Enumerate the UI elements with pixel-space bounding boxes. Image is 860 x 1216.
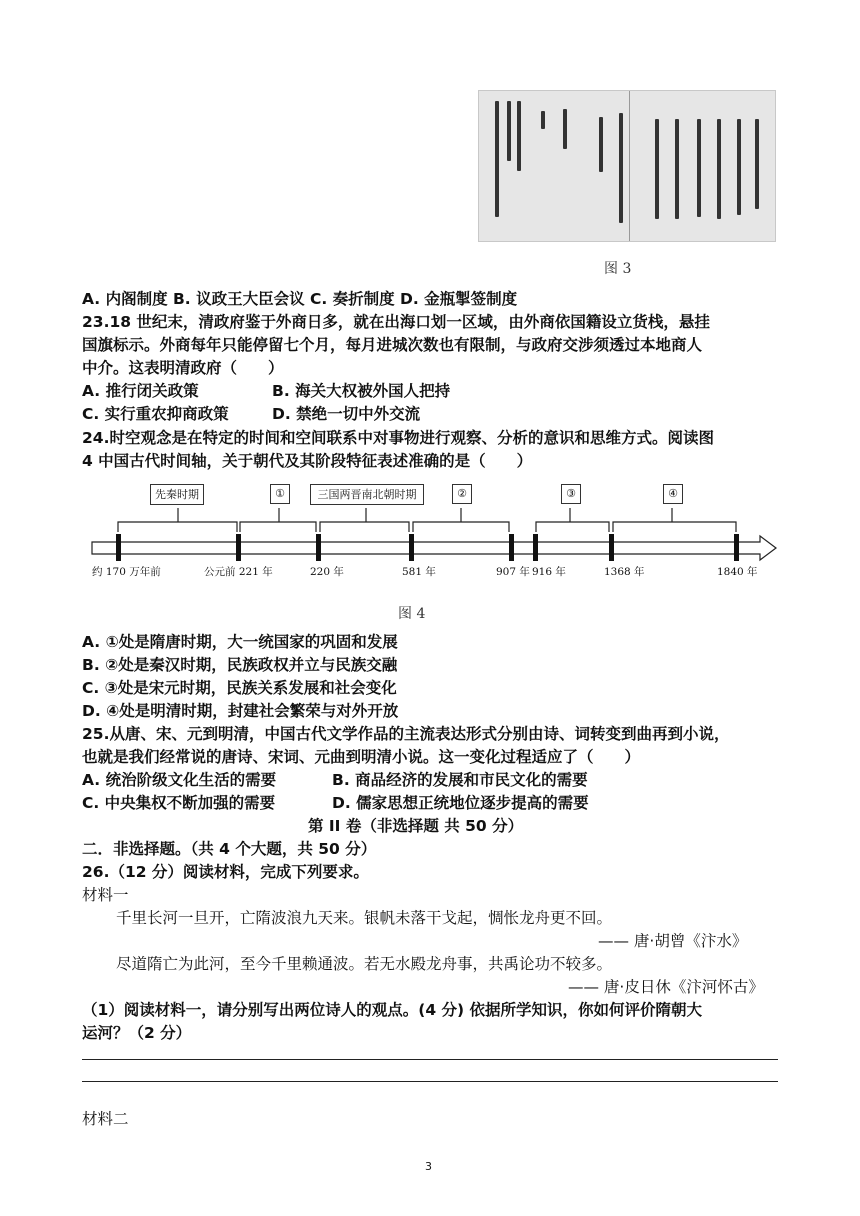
figure-4-caption: 图 4 [398, 606, 426, 622]
poem-1-source: —— 唐·胡曾《汴水》 [598, 932, 748, 950]
q25-option-b: B. 商品经济的发展和市民文化的需要 [332, 771, 588, 789]
q23-stem-2: 国旗标示。外商每年只能停留七个月，每月进城次数也有限制，与政府交涉须透过本地商人 [82, 336, 703, 354]
poem-2-source: —— 唐·皮日休《汴河怀古》 [568, 978, 764, 996]
page-number: 3 [425, 1160, 432, 1173]
tick-label: 1840 年 [717, 566, 758, 578]
bracket-2 [413, 508, 509, 532]
q25-option-a: A. 统治阶级文化生活的需要 [82, 771, 277, 789]
q24-option-c: C. ③处是宋元时期，民族关系发展和社会变化 [82, 679, 397, 697]
tick-mark [609, 534, 614, 561]
q25-option-d: D. 儒家思想正统地位逐步提高的需要 [332, 794, 589, 812]
tick-label: 581 年 [402, 566, 436, 578]
q23-option-b: B. 海关大权被外国人把持 [272, 382, 451, 400]
tick-label: 约 170 万年前 [92, 566, 161, 578]
q26-question-1-line-2: 运河？（2 分） [82, 1024, 192, 1042]
tick-mark [533, 534, 538, 561]
figure-3-document-image [478, 90, 776, 242]
tick-mark [734, 534, 739, 561]
q24-option-d: D. ④处是明清时期，封建社会繁荣与对外开放 [82, 702, 399, 720]
period-label-3: ③ [561, 484, 581, 504]
period-label-pre-qin: 先秦时期 [150, 484, 204, 505]
tick-label: 220 年 [310, 566, 344, 578]
material-1-label: 材料一 [82, 886, 129, 904]
q25-stem-1: 25.从唐、宋、元到明清，中国古代文学作品的主流表达形式分别由诗、词转变到曲再到小说， [82, 725, 730, 743]
poem-1: 千里长河一旦开，亡隋波浪九天来。银帆未落干戈起，惆怅龙舟更不回。 [116, 909, 613, 927]
bracket-4 [613, 508, 736, 532]
q23-option-d: D. 禁绝一切中外交流 [272, 405, 421, 423]
q24-option-b: B. ②处是秦汉时期，民族政权并立与民族交融 [82, 656, 398, 674]
tick-label: 916 年 [532, 566, 566, 578]
q23-option-a: A. 推行闭关政策 [82, 382, 199, 400]
answer-line [82, 1081, 778, 1082]
bracket-three-kingdoms [320, 508, 409, 532]
q24-stem-1: 24.时空观念是在特定的时间和空间联系中对事物进行观察、分析的意识和思维方式。阅读图 [82, 429, 714, 447]
q23-option-c: C. 实行重农抑商政策 [82, 405, 229, 423]
q23-stem-1: 23.18 世纪末，清政府鉴于外商日多，就在出海口划一区域，由外商依国籍设立货栈，悬挂 [82, 313, 710, 331]
poem-2: 尽道隋亡为此河，至今千里赖通波。若无水殿龙舟事，共禹论功不较多。 [116, 955, 613, 973]
tick-label: 公元前 221 年 [204, 566, 273, 578]
figure-3-caption: 图 3 [604, 261, 632, 277]
q26-stem: 26.（12 分）阅读材料，完成下列要求。 [82, 863, 369, 881]
tick-mark [316, 534, 321, 561]
period-label-4: ④ [663, 484, 683, 504]
bracket-pre-qin [118, 508, 237, 532]
q23-stem-3: 中介。这表明清政府（ ） [82, 359, 284, 377]
period-label-1: ① [270, 484, 290, 504]
timeline-figure-4 [0, 478, 860, 598]
timeline-arrow [92, 536, 776, 560]
period-label-2: ② [452, 484, 472, 504]
q24-option-a: A. ①处是隋唐时期，大一统国家的巩固和发展 [82, 633, 398, 651]
q22-options: A. 内阁制度 B. 议政王大臣会议 C. 奏折制度 D. 金瓶掣签制度 [82, 290, 518, 308]
q24-stem-2: 4 中国古代时间轴，关于朝代及其阶段特征表述准确的是（ ） [82, 452, 533, 470]
timeline-svg [0, 478, 860, 598]
q25-option-c: C. 中央集权不断加强的需要 [82, 794, 276, 812]
tick-mark [116, 534, 121, 561]
answer-line [82, 1059, 778, 1060]
tick-mark [509, 534, 514, 561]
section-2-heading: 二．非选择题。（共 4 个大题，共 50 分） [82, 840, 377, 858]
tick-mark [236, 534, 241, 561]
period-label-three-kingdoms: 三国两晋南北朝时期 [310, 484, 424, 505]
tick-mark [409, 534, 414, 561]
bracket-1 [240, 508, 316, 532]
material-2-label: 材料二 [82, 1110, 129, 1128]
tick-label: 907 年 [496, 566, 530, 578]
q26-question-1-line-1: （1）阅读材料一，请分别写出两位诗人的观点。(4 分) 依据所学知识，你如何评价隋朝大 [82, 1001, 703, 1019]
bracket-3 [536, 508, 609, 532]
part-2-title: 第 II 卷（非选择题 共 50 分） [308, 817, 524, 835]
q25-stem-2: 也就是我们经常说的唐诗、宋词、元曲到明清小说。这一变化过程适应了（ ） [82, 748, 641, 766]
tick-label: 1368 年 [604, 566, 645, 578]
